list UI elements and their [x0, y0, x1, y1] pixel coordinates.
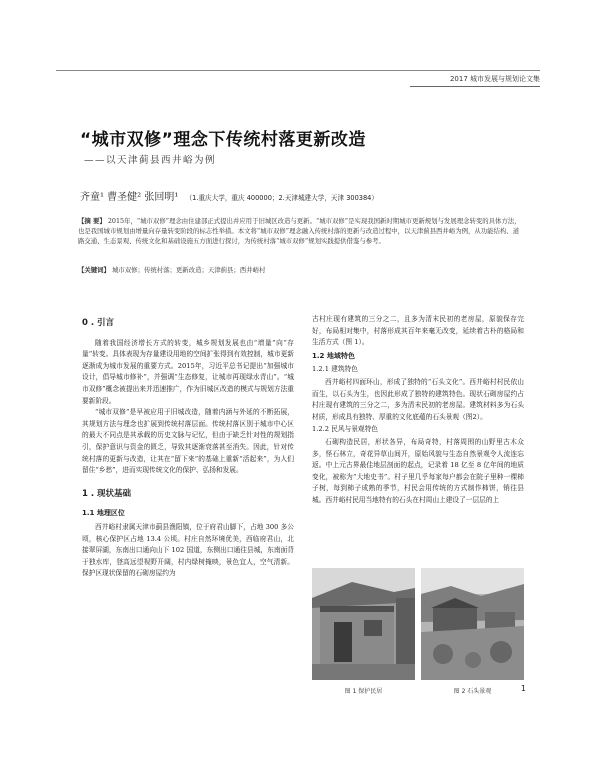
right-column [312, 314, 524, 507]
figure-row [312, 568, 524, 698]
figure-1-caption: 图 1 保护民居 [344, 688, 383, 695]
section-1-2-2-paragraph: 石砌构造民居，形状各异，布局奇特，村落周围的山野里古木众多，怪石林立，奇花异草山间开，原始风貌与生态自然景观令人流连忘返。中上元古界最佳地层剖面的起点，记录着 18 亿至 8 亿年间的地质变化，被称为“大地史书”。村子里几乎每家每户都会在院子里种一棵柿子树，每到柿子成熟的季节，村民会用传统的方式制作柿饼，销往县城。西井峪村民用当地特有的石头在村周山上建设了一层层的上 [312, 437, 524, 504]
page-number: 1 [520, 684, 526, 693]
figure-1-photo [312, 568, 415, 680]
section-1-2-1-paragraph: 西井峪村四面环山，形成了独特的“石头文化”。西井峪村村民依山而生，以石头为生，也因此形成了独特的建筑特色。现状石砌房屋约占村庄现有建筑的三分之二，多为清末民初的老房屋。建筑材料多为石头材质，形成具有独特、厚重的文化底蕴的石头景观（图2）。 [312, 377, 524, 421]
section-1-1-paragraph: 西井峪村隶属天津市蓟县渔阳镇，位于府君山脚下，占地 300 多公顷，核心保护区占地 13.4 公顷。村庄自然环境优美，西临府君山，北接翠屏湖，东南出口通向山下 102 国道，东侧出口通往县城，东南面背于独水库，登高远望视野开阔，村内绿树掩映，景色宜人，空气清新。保护区现状保留的石砌房屋约为 [82, 522, 294, 578]
section-0-heading: 0 . 引言 [82, 318, 115, 328]
author-names: 齐童¹ 曹圣健² 张回明¹ [80, 192, 179, 203]
stone-house-photo [312, 568, 415, 680]
article-subtitle: ——以天津蓟县西井峪为例 [84, 155, 217, 166]
author-line [80, 188, 378, 203]
section-1-2-heading: 1.2 地域特色 [312, 351, 355, 360]
header-rule [56, 70, 540, 71]
abstract [78, 216, 524, 247]
section-0-paragraph-1: 随着我国经济增长方式的转变，城乡规划发展也由“增量”向“存量”转变。具体表现为存量建设用地的空间扩张得到有效控制，城市更新逐渐成为城市发展的重要方式。2015年，习近平总书记提出“加强城市设计，倡导城市修补”，并强调“生态修复，让城市再现绿水青山”。“城市双修”概念被提出来并迅速推广，作为旧城区改造的模式与规划方法重要新阶段。 [82, 338, 294, 405]
keywords [78, 265, 524, 274]
left-column [82, 314, 294, 580]
stone-landscape-photo [421, 568, 524, 680]
keywords-text: 城市双修；传统村落；更新改造；天津蓟县；西井峪村 [112, 266, 266, 274]
figure-2-caption: 图 2 石头景观 [453, 688, 492, 695]
continued-paragraph: 古村庄现有建筑的三分之二，且多为清末民初的老房屋，原貌保存完好，布局相对集中，村落形成其百年来毫无改变，延续着古朴的格局和生活方式（图 1）。 [312, 315, 524, 347]
running-header: 2017 城市发展与规划论文集 [410, 74, 540, 87]
section-1-2-2-heading: 1.2.2 民风与景观特色 [312, 425, 378, 434]
figure-2-photo [421, 568, 524, 680]
paper-page [56, 42, 540, 742]
section-1-heading: 1 . 现状基础 [82, 488, 132, 499]
abstract-label: 【摘 要】 [78, 217, 106, 225]
section-0-paragraph-2: “城市双修”是早被应用于旧城改造，随着内涵与外延的不断拓展，其规划方法与理念也扩展到传统村落层面。传统村落区别于城市中心区的最大不同点是其承载的历史文脉与记忆，但由于缺乏针对性的规划指引，保护意识与资金的匮乏，导致其逐渐衰落甚至消失。因此，针对传统村落的更新与改造，让其在“留下来”的基础上重新“活起来”，为人们留住“乡愁”，进而实现传统文化的保护、弘扬和发展。 [82, 408, 294, 475]
section-1-1-heading: 1.1 地理区位 [82, 509, 125, 518]
article-title: “城市双修”理念下传统村落更新改造 [80, 130, 366, 150]
section-1-2-1-heading: 1.2.1 建筑特色 [312, 365, 358, 374]
abstract-text: 2015年，“城市双修”理念由住建部正式提出并应用于旧城区改造与更新。“城市双修”是实现我国新时期城市更新规划与发展理念转变的具体方法，也是我国城市规划由增量向存量转变阶段的标志性举措。本文将“城市双修”理念融入传统村落的更新与改造过程中，以天津蓟县西井峪为例，从功能结构、道路交通、生态景观、传统文化和基础设施五方面进行探讨，为传统村落“城市双修”规划实践提供借鉴与参考。 [78, 217, 521, 246]
author-affiliation: （1.重庆大学，重庆 400000；2.天津城建大学，天津 300384） [185, 194, 378, 202]
keywords-label: 【关键词】 [78, 266, 110, 274]
